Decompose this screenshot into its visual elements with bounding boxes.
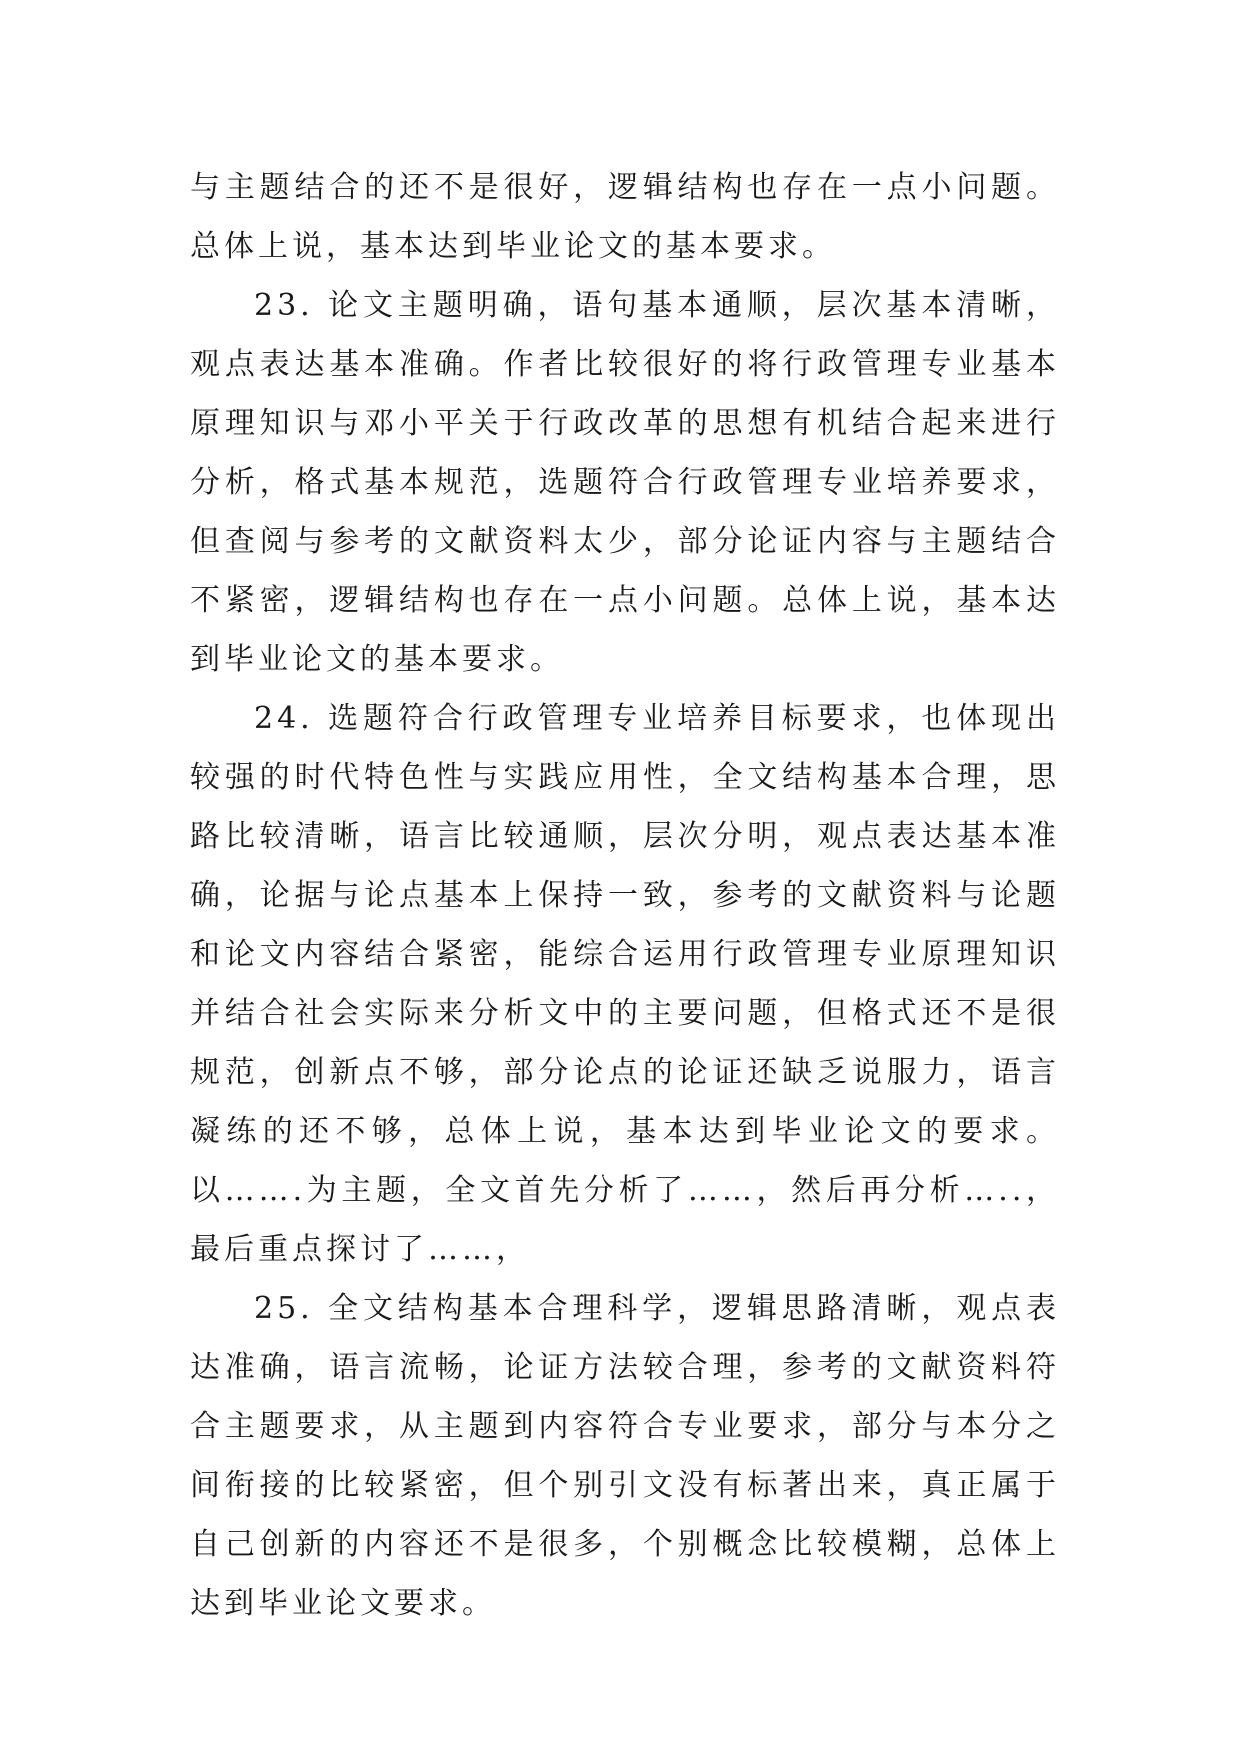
- paragraph-item-24: 24. 选题符合行政管理专业培养目标要求，也体现出较强的时代特色性与实践应用性，全文结构基本合理，思路比较清晰，语言比较通顺，层次分明，观点表达基本准确，论据与论点基本上保持一致，参考的文献资料与论题和论文内容结合紧密，能综合运用行政管理专业原理知识并结合社会实际来分析文中的主要问题，但格式还不是很规范，创新点不够，部分论点的论证还缺乏说服力，语言凝练的还不够，总体上说，基本达到毕业论文的要求。以…….为主题，全文首先分析了……，然后再分析…..，最后重点探讨了……，: [190, 701, 1060, 1267]
- paragraph-continuation: 与主题结合的还不是很好，逻辑结构也存在一点小问题。总体上说，基本达到毕业论文的基本要求。: [190, 170, 1060, 264]
- document-body: [190, 158, 1060, 1633]
- paragraph-item-23: 23. 论文主题明确，语句基本通顺，层次基本清晰，观点表达基本准确。作者比较很好的将行政管理专业基本原理知识与邓小平关于行政改革的思想有机结合起来进行分析，格式基本规范，选题符合行政管理专业培养要求，但查阅与参考的文献资料太少，部分论证内容与主题结合不紧密，逻辑结构也存在一点小问题。总体上说，基本达到毕业论文的基本要求。: [190, 288, 1060, 677]
- paragraph-item-25: 25. 全文结构基本合理科学，逻辑思路清晰，观点表达准确，语言流畅，论证方法较合理，参考的文献资料符合主题要求，从主题到内容符合专业要求，部分与本分之间衔接的比较紧密，但个别引文没有标著出来，真正属于自己创新的内容还不是很多，个别概念比较模糊，总体上达到毕业论文要求。: [190, 1291, 1060, 1621]
